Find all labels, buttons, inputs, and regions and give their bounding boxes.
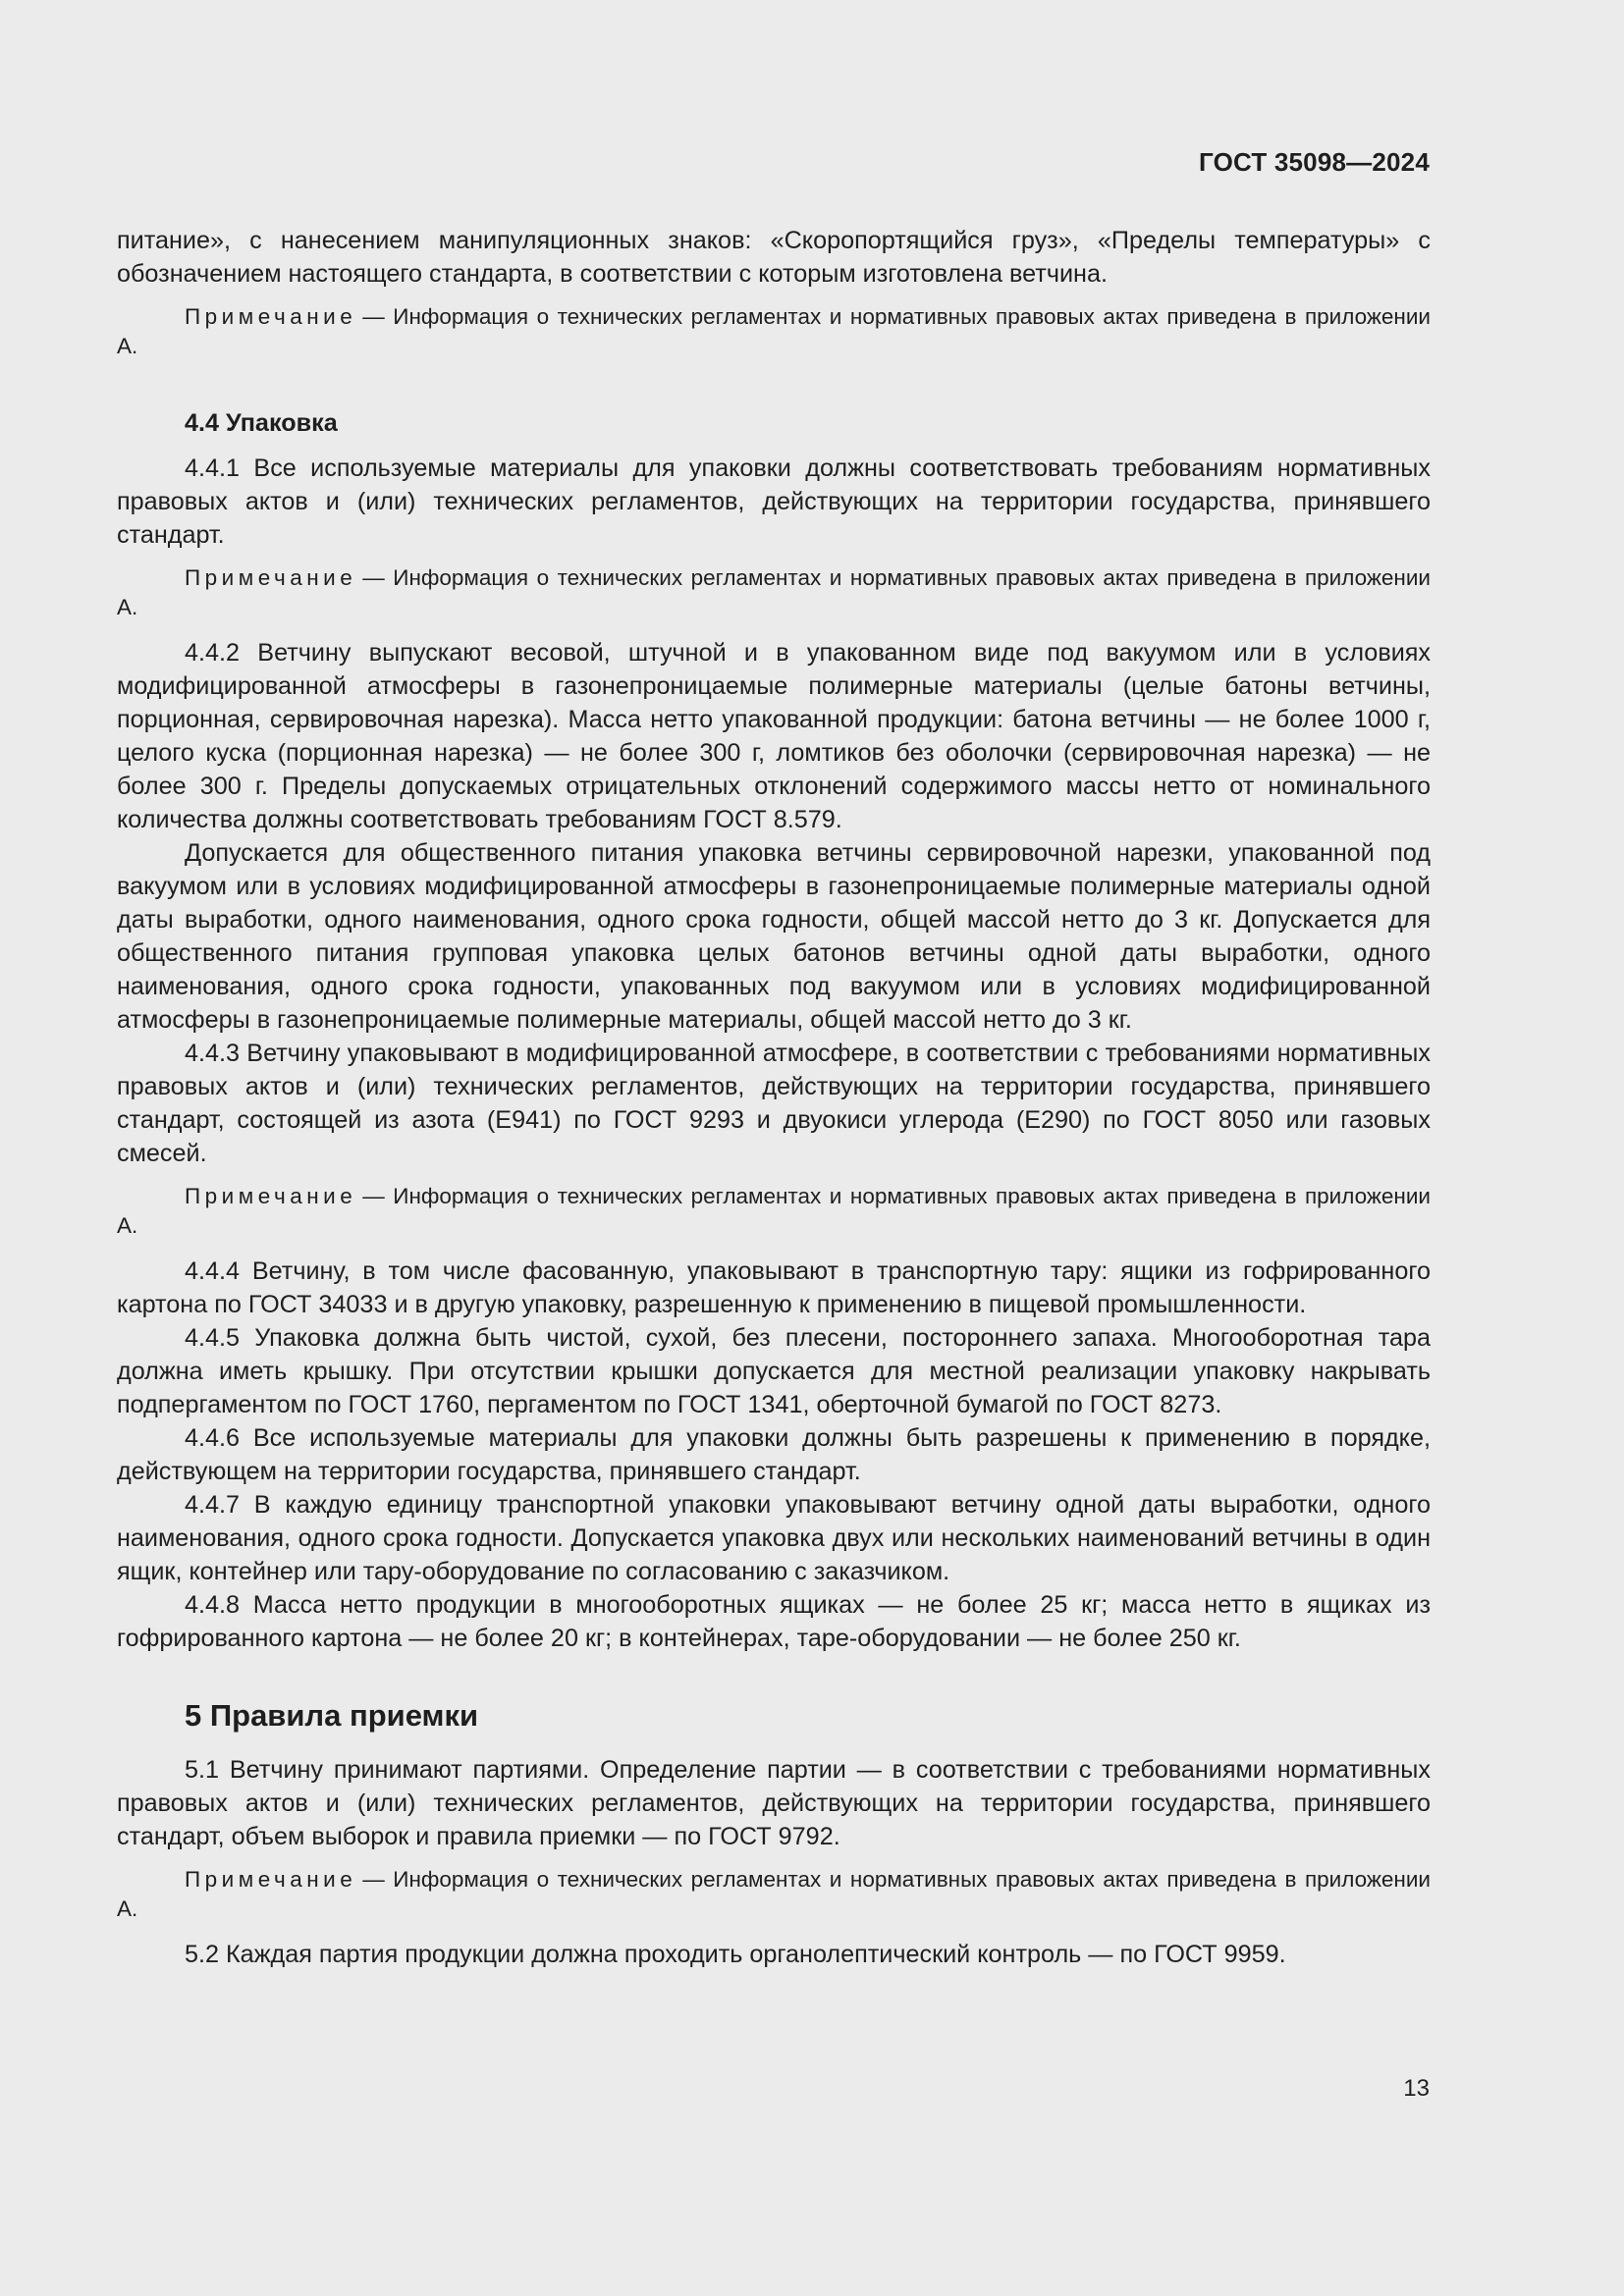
- paragraph-5-1: 5.1 Ветчину принимают партиями. Определение партии — в соответствии с требованиями нормативных правовых актов и (или) технических регламентов, действующих на территории государства, принявшего стандарт, объем выборок и правила приемки — по ГОСТ 9792.: [117, 1756, 1431, 1850]
- page-header-standard: ГОСТ 35098—2024: [1199, 147, 1430, 177]
- paragraph-4-4-2-continued: Допускается для общественного питания упаковка ветчины сервировочной нарезки, упакованной под вакуумом или в условиях модифицированной атмосферы в газонепроницаемые полимерные материалы одной даты выработки, одного наименования, одного срока годности, общей массой нетто до 3 кг. Допускается для общественного питания групповая упаковка целых батонов ветчины одной даты выработки, одного наименования, одного срока годности, упакованных под вакуумом или в условиях модифицированной атмосферы в газонепроницаемые полимерные материалы, общей массой нетто до 3 кг.: [117, 839, 1431, 1034]
- note-label: Примечание: [185, 565, 357, 590]
- paragraph-4-4-7: 4.4.7 В каждую единицу транспортной упаковки упаковывают ветчину одной даты выработки, одного наименования, одного срока годности. Допускается упаковка двух или нескольких наименований ветчины в один ящик, контейнер или тару-оборудование по согласованию с заказчиком.: [117, 1491, 1431, 1585]
- paragraph-4-4-1: 4.4.1 Все используемые материалы для упаковки должны соответствовать требованиям нормативных правовых актов и (или) технических регламентов, действующих на территории государства, принявшего стандарт.: [117, 454, 1431, 549]
- note: [117, 1865, 1431, 1924]
- note: [117, 302, 1431, 361]
- paragraph-4-4-6: 4.4.6 Все используемые материалы для упаковки должны быть разрешены к применению в порядке, действующем на территории государства, принявшего стандарт.: [117, 1424, 1431, 1485]
- note-label: Примечание: [185, 304, 357, 329]
- paragraph-4-4-3: 4.4.3 Ветчину упаковывают в модифицированной атмосфере, в соответствии с требованиями нормативных правовых актов и (или) технических регламентов, действующих на территории государства, принявшего стандарт, состоящей из азота (Е941) по ГОСТ 9293 и двуокиси углерода (Е290) по ГОСТ 8050 или газовых смесей.: [117, 1040, 1431, 1167]
- paragraph-continuation: питание», с нанесением манипуляционных знаков: «Скоропортящийся груз», «Пределы температуры» с обозначением настоящего стандарта, в соответствии с которым изготовлена ветчина.: [117, 227, 1431, 288]
- note-label: Примечание: [185, 1867, 357, 1892]
- paragraph-4-4-8: 4.4.8 Масса нетто продукции в многооборотных ящиках — не более 25 кг; масса нетто в ящиках из гофрированного картона — не более 20 кг; в контейнерах, таре-оборудовании — не более 250 кг.: [117, 1591, 1431, 1652]
- note-text: — Информация о технических регламентах и нормативных правовых актах приведена в приложении А.: [117, 304, 1431, 358]
- note-text: — Информация о технических регламентах и нормативных правовых актах приведена в приложении А.: [117, 1867, 1431, 1921]
- note: [117, 1182, 1431, 1241]
- paragraph-5-2: 5.2 Каждая партия продукции должна проходить органолептический контроль — по ГОСТ 9959.: [185, 1941, 1286, 1968]
- note-label: Примечание: [185, 1184, 357, 1208]
- page-number: 13: [1403, 2075, 1430, 2102]
- paragraph-4-4-2: 4.4.2 Ветчину выпускают весовой, штучной и в упакованном виде под вакуумом или в условиях модифицированной атмосферы в газонепроницаемые полимерные материалы (целые батоны ветчины, порционная, сервировочная нарезка). Масса нетто упакованной продукции: батона ветчины — не более 1000 г, целого куска (порционная нарезка) — не более 300 г, ломтиков без оболочки (сервировочная нарезка) — не более 300 г. Пределы допускаемых отрицательных отклонений содержимого массы нетто от номинального количества должны соответствовать требованиям ГОСТ 8.579.: [117, 639, 1431, 833]
- note-text: — Информация о технических регламентах и нормативных правовых актах приведена в приложении А.: [117, 1184, 1431, 1238]
- paragraph-4-4-5: 4.4.5 Упаковка должна быть чистой, сухой, без плесени, постороннего запаха. Многооборотная тара должна иметь крышку. При отсутствии крышки допускается для местной реализации упаковку накрывать подпергаментом по ГОСТ 1760, пергаментом по ГОСТ 1341, оберточной бумагой по ГОСТ 8273.: [117, 1324, 1431, 1418]
- section-heading-4-4: 4.4 Упаковка: [185, 409, 338, 437]
- section-heading-5: 5 Правила приемки: [185, 1698, 479, 1733]
- page-content: [117, 224, 1431, 1971]
- note-text: — Информация о технических регламентах и нормативных правовых актах приведена в приложении А.: [117, 565, 1431, 619]
- paragraph-4-4-4: 4.4.4 Ветчину, в том числе фасованную, упаковывают в транспортную тару: ящики из гофрированного картона по ГОСТ 34033 и в другую упаковку, разрешенную к применению в пищевой промышленности.: [117, 1257, 1431, 1318]
- note: [117, 563, 1431, 622]
